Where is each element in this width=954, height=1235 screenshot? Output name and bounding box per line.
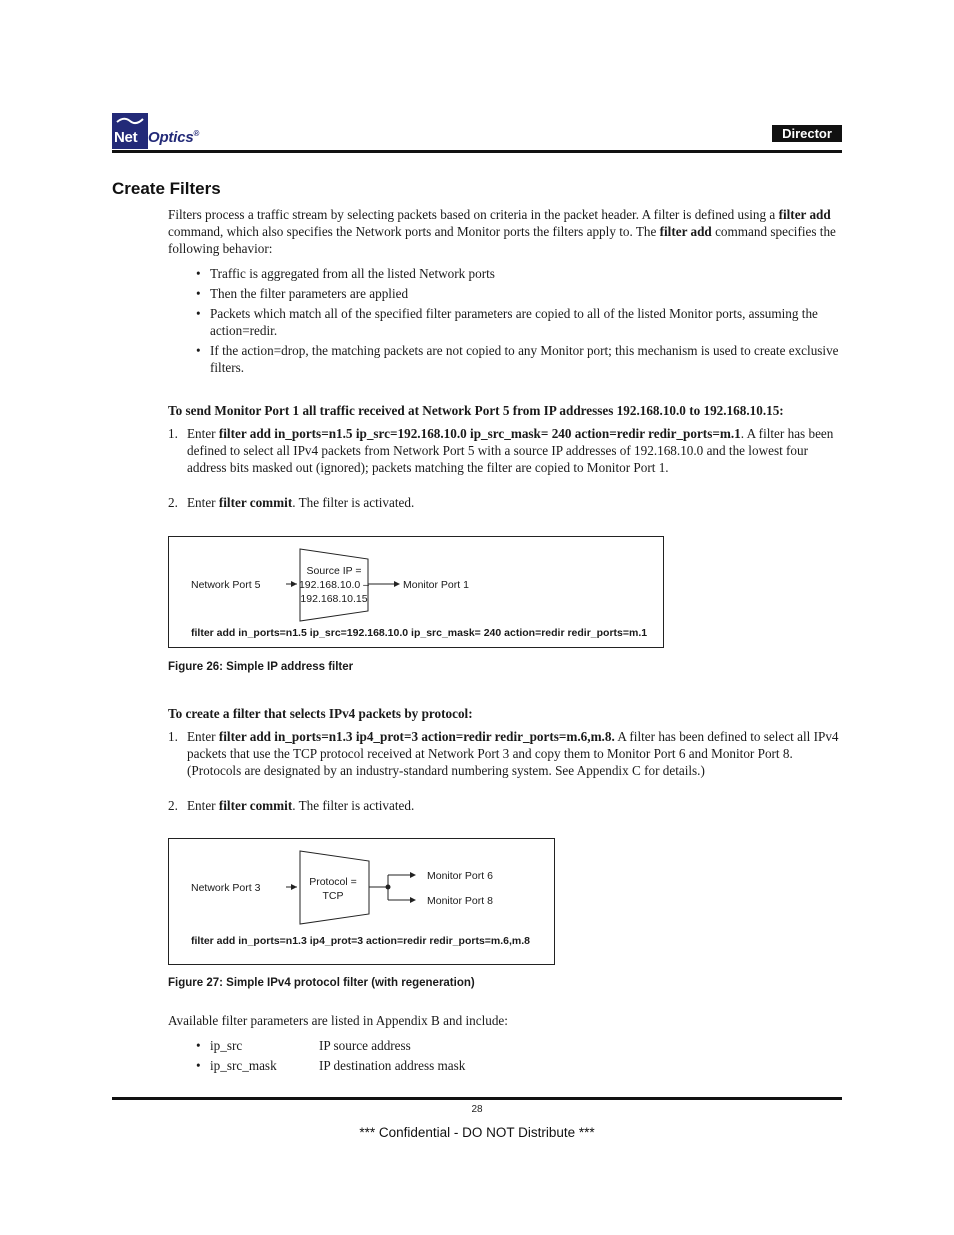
fig26-box-line1: Source IP = bbox=[306, 565, 362, 577]
fig26-output-arrowhead bbox=[394, 581, 400, 587]
fig26-output-label: Monitor Port 1 bbox=[403, 579, 469, 591]
fig27-box-line1: Protocol = bbox=[309, 876, 357, 888]
figure27-svg bbox=[169, 839, 553, 963]
example1-step2: 2. Enter filter commit. The filter is activated. bbox=[168, 495, 415, 510]
fig27-output2-label: Monitor Port 8 bbox=[427, 895, 493, 907]
fig26-box-line3: 192.168.10.15 bbox=[300, 593, 368, 605]
fig27-output1-label: Monitor Port 6 bbox=[427, 870, 493, 882]
confidential-notice: *** Confidential - DO NOT Distribute *** bbox=[359, 1125, 595, 1140]
example1-step1: 1. Enter filter add in_ports=n1.5 ip_src=192.168.10.0 ip_src_mask= 240 action=redir redir_ports=m.1. A filter has been defined to select all IPv4 packets from Network Port 5 with a source IP addresses of 192.168.10.0 and the lowest four address bits masked out (ignored); packets matching the filter are copied to Monitor Port 1. bbox=[168, 426, 834, 475]
list-item: • Then the filter parameters are applied bbox=[196, 285, 840, 302]
fig27-command: filter add in_ports=n1.3 ip4_prot=3 action=redir redir_ports=m.6,m.8 bbox=[191, 935, 531, 947]
fig27-box-line2: TCP bbox=[322, 890, 344, 902]
fig26-box-line2: 192.168.10.0 – bbox=[298, 579, 370, 591]
params-intro: Available filter parameters are listed in Appendix B and include: bbox=[168, 1013, 508, 1028]
intro-paragraph: Filters process a traffic stream by selecting packets based on criteria in the packet header. A filter is defined using a filter add command, which also specifies the Network ports and Monitor ports the filters apply to. The filter add command specifies the following behavior: bbox=[168, 207, 836, 256]
fig27-output1-arrowhead bbox=[410, 872, 416, 878]
product-badge: Director bbox=[772, 125, 842, 142]
param-row: • ip_src_mask IP destination address mask bbox=[196, 1058, 466, 1073]
logo-net-text: Net bbox=[114, 129, 138, 146]
fig27-input-label: Network Port 3 bbox=[191, 882, 261, 894]
fig27-output2-arrowhead bbox=[410, 897, 416, 903]
netoptics-logo bbox=[112, 113, 222, 149]
fig26-input-arrowhead bbox=[291, 581, 297, 587]
fig26-command: filter add in_ports=n1.5 ip_src=192.168.10.0 ip_src_mask= 240 action=redir redir_ports=m.1 bbox=[191, 627, 648, 639]
example2-heading: To create a filter that selects IPv4 packets by protocol: bbox=[168, 706, 473, 721]
param-name: ip_src_mask bbox=[210, 1058, 277, 1073]
logo-wave-icon bbox=[112, 113, 148, 129]
fig27-input-arrowhead bbox=[291, 884, 297, 890]
page-number: 28 bbox=[471, 1104, 483, 1115]
figure27-caption: Figure 27: Simple IPv4 protocol filter (with regeneration) bbox=[168, 977, 475, 989]
fig26-input-label: Network Port 5 bbox=[191, 579, 261, 591]
example2-step1: 1. Enter filter add in_ports=n1.3 ip4_prot=3 action=redir redir_ports=m.6,m.8. A filter has been defined to select all IPv4 packets that use the TCP protocol received at Network Port 3 and copy them to Monitor Port 6 and Monitor Port 8. (Protocols are designated by an industry-standard numbering system. See Appendix C for details.) bbox=[168, 729, 839, 778]
list-item: • Traffic is aggregated from all the listed Network ports bbox=[196, 265, 840, 282]
figure26-caption: Figure 26: Simple IP address filter bbox=[168, 661, 354, 673]
figure27-diagram bbox=[168, 838, 555, 965]
list-item: • Packets which match all of the specified filter parameters are copied to all of the listed Monitor ports, assuming the action=redir. bbox=[196, 305, 840, 339]
section-title: Create Filters bbox=[112, 179, 221, 198]
logo-optics-text: Optics® bbox=[148, 129, 200, 146]
example2-step2: 2. Enter filter commit. The filter is activated. bbox=[168, 798, 415, 813]
logo-mark bbox=[112, 113, 148, 149]
figure26-svg bbox=[169, 537, 662, 646]
footer-divider bbox=[112, 1097, 842, 1100]
behavior-list bbox=[196, 265, 840, 376]
header-divider bbox=[112, 150, 842, 153]
param-desc: IP destination address mask bbox=[319, 1058, 466, 1073]
figure26-diagram bbox=[168, 536, 664, 648]
example1-heading: To send Monitor Port 1 all traffic received at Network Port 5 from IP addresses 192.168.10.0 to 192.168.10.15: bbox=[168, 403, 784, 418]
param-desc: IP source address bbox=[319, 1038, 411, 1053]
param-name: ip_src bbox=[210, 1038, 243, 1053]
param-row: • ip_src IP source address bbox=[196, 1038, 411, 1053]
list-item: • If the action=drop, the matching packets are not copied to any Monitor port; this mechanism is used to create exclusive filters. bbox=[196, 342, 840, 376]
